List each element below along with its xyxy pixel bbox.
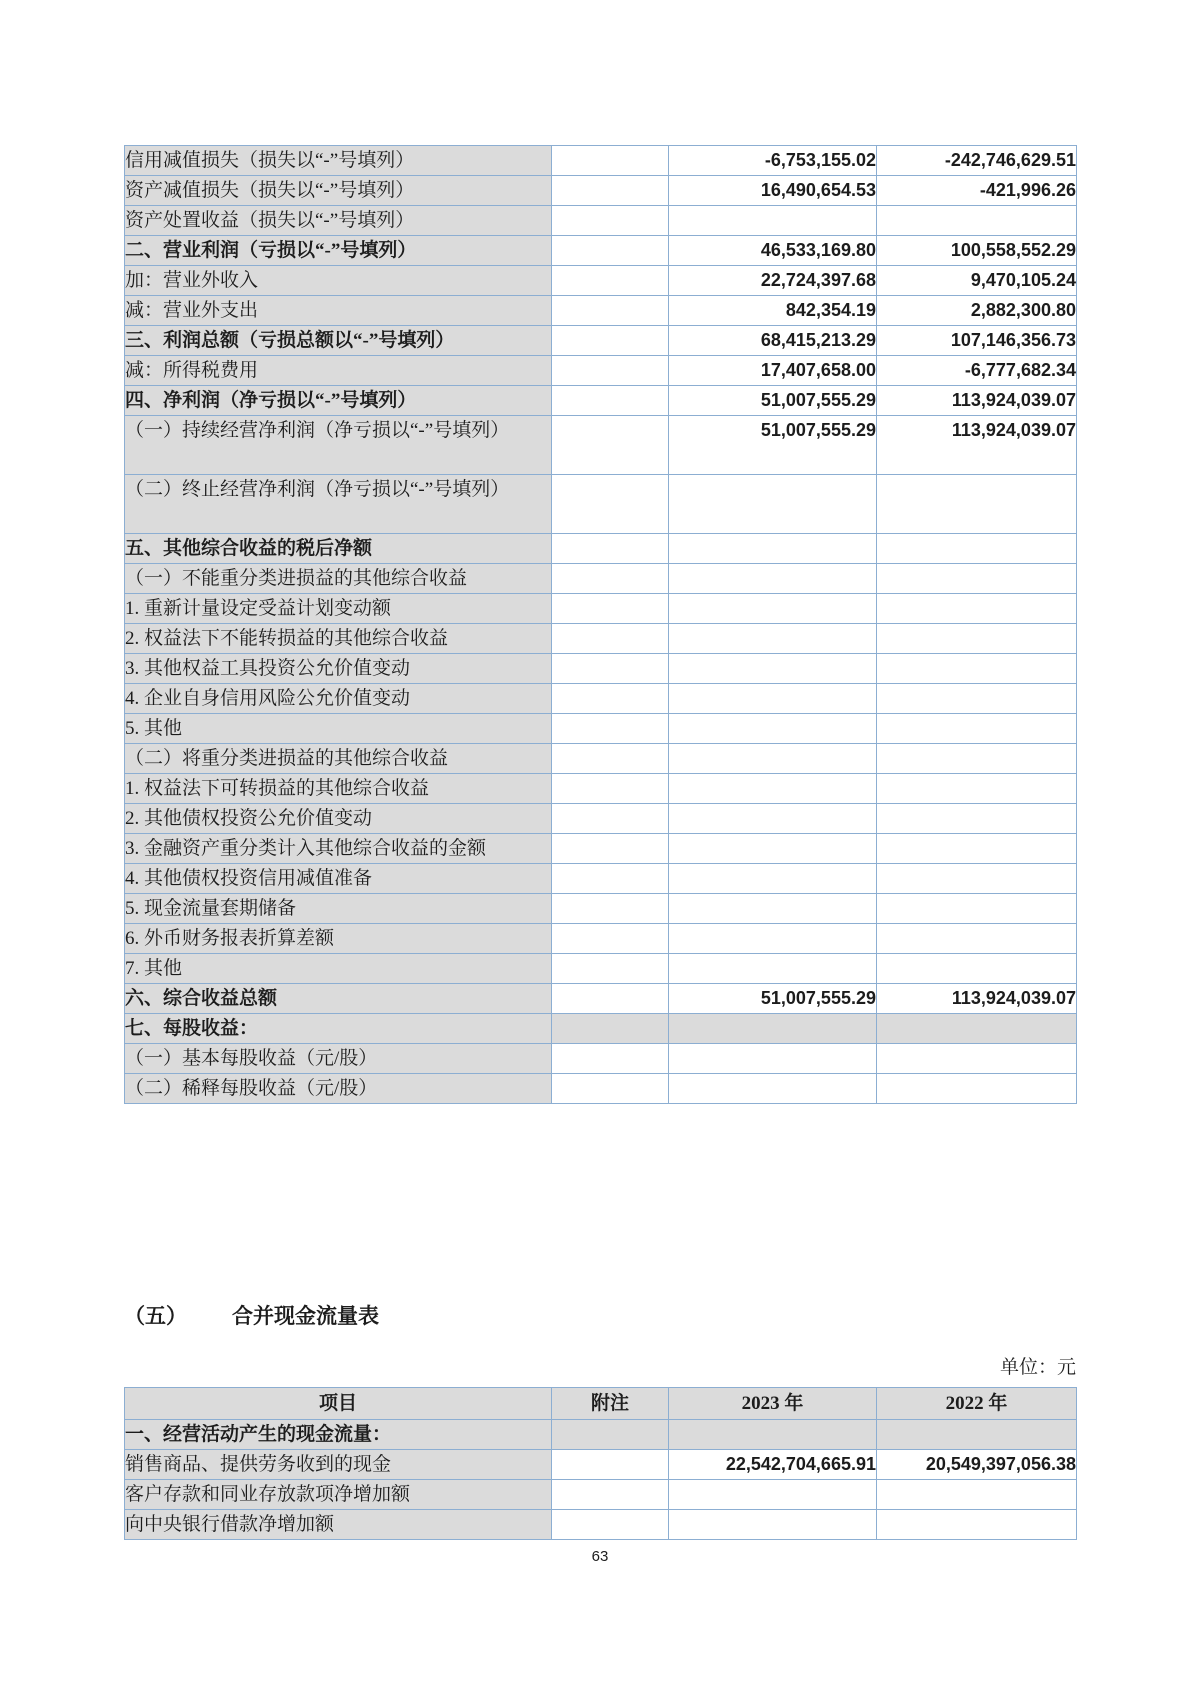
value-2023: 17,407,658.00 — [669, 356, 877, 386]
value-2023 — [669, 206, 877, 236]
value-2022 — [877, 834, 1077, 864]
note-cell — [552, 954, 669, 984]
row-label: 4. 其他债权投资信用减值准备 — [125, 864, 552, 894]
value-2023: 46,533,169.80 — [669, 236, 877, 266]
row-label: 5. 其他 — [125, 714, 552, 744]
value-2023 — [669, 714, 877, 744]
row-label: （一）不能重分类进损益的其他综合收益 — [125, 564, 552, 594]
row-label: 资产处置收益（损失以“-”号填列） — [125, 206, 552, 236]
note-cell — [552, 386, 669, 416]
value-2023 — [669, 1014, 877, 1044]
note-cell — [552, 1450, 669, 1480]
table-row — [125, 1044, 1077, 1074]
table-row — [125, 326, 1077, 356]
value-2023: -6,753,155.02 — [669, 146, 877, 176]
note-cell — [552, 654, 669, 684]
note-cell — [552, 1044, 669, 1074]
row-label: 3. 其他权益工具投资公允价值变动 — [125, 654, 552, 684]
note-cell — [552, 924, 669, 954]
note-cell — [552, 834, 669, 864]
note-cell — [552, 984, 669, 1014]
value-2022: 107,146,356.73 — [877, 326, 1077, 356]
value-2023: 51,007,555.29 — [669, 984, 877, 1014]
note-cell — [552, 146, 669, 176]
row-label: 五、其他综合收益的税后净额 — [125, 534, 552, 564]
row-label: 客户存款和同业存放款项净增加额 — [125, 1480, 552, 1510]
table-row — [125, 894, 1077, 924]
table-row — [125, 534, 1077, 564]
row-label: 销售商品、提供劳务收到的现金 — [125, 1450, 552, 1480]
value-2022: 113,924,039.07 — [877, 416, 1077, 475]
note-cell — [552, 296, 669, 326]
note-cell — [552, 624, 669, 654]
table-row — [125, 236, 1077, 266]
note-cell — [552, 475, 669, 534]
table-row — [125, 564, 1077, 594]
value-2023 — [669, 1044, 877, 1074]
value-2022 — [877, 206, 1077, 236]
row-label: 4. 企业自身信用风险公允价值变动 — [125, 684, 552, 714]
column-header-note: 附注 — [552, 1388, 669, 1420]
table-row — [125, 684, 1077, 714]
value-2023 — [669, 834, 877, 864]
note-cell — [552, 744, 669, 774]
table-row — [125, 266, 1077, 296]
value-2023 — [669, 894, 877, 924]
table-row — [125, 834, 1077, 864]
row-label: 3. 金融资产重分类计入其他综合收益的金额 — [125, 834, 552, 864]
table-row — [125, 744, 1077, 774]
row-label: 六、综合收益总额 — [125, 984, 552, 1014]
table-row — [125, 984, 1077, 1014]
value-2022 — [877, 654, 1077, 684]
row-label: 一、经营活动产生的现金流量： — [125, 1420, 552, 1450]
table-row — [125, 924, 1077, 954]
table-row — [125, 296, 1077, 326]
row-label: 1. 重新计量设定受益计划变动额 — [125, 594, 552, 624]
value-2022 — [877, 1510, 1077, 1540]
row-label: 1. 权益法下可转损益的其他综合收益 — [125, 774, 552, 804]
row-label: 2. 权益法下不能转损益的其他综合收益 — [125, 624, 552, 654]
value-2023 — [669, 804, 877, 834]
value-2023 — [669, 1074, 877, 1104]
value-2023 — [669, 1480, 877, 1510]
note-cell — [552, 804, 669, 834]
table-row — [125, 774, 1077, 804]
row-label: 5. 现金流量套期储备 — [125, 894, 552, 924]
table-row — [125, 146, 1077, 176]
row-label: 七、每股收益： — [125, 1014, 552, 1044]
table-row — [125, 386, 1077, 416]
value-2023: 51,007,555.29 — [669, 416, 877, 475]
note-cell — [552, 594, 669, 624]
row-label: 四、净利润（净亏损以“-”号填列） — [125, 386, 552, 416]
value-2022: 113,924,039.07 — [877, 386, 1077, 416]
note-cell — [552, 564, 669, 594]
row-label: （一）持续经营净利润（净亏损以“-”号填列） — [125, 416, 552, 475]
value-2023: 22,724,397.68 — [669, 266, 877, 296]
row-label: 7. 其他 — [125, 954, 552, 984]
value-2022 — [877, 594, 1077, 624]
note-cell — [552, 236, 669, 266]
value-2023 — [669, 744, 877, 774]
table-row — [125, 804, 1077, 834]
row-label: 资产减值损失（损失以“-”号填列） — [125, 176, 552, 206]
table-row — [125, 1480, 1077, 1510]
value-2022 — [877, 1480, 1077, 1510]
row-label: 三、利润总额（亏损总额以“-”号填列） — [125, 326, 552, 356]
value-2022 — [877, 714, 1077, 744]
row-label: （二）终止经营净利润（净亏损以“-”号填列） — [125, 475, 552, 534]
value-2022 — [877, 624, 1077, 654]
note-cell — [552, 176, 669, 206]
table-row — [125, 1450, 1077, 1480]
value-2022 — [877, 744, 1077, 774]
value-2023 — [669, 534, 877, 564]
value-2022: -421,996.26 — [877, 176, 1077, 206]
value-2023 — [669, 1510, 877, 1540]
table-row — [125, 1014, 1077, 1044]
column-header-2023: 2023 年 — [669, 1388, 877, 1420]
row-label: 信用减值损失（损失以“-”号填列） — [125, 146, 552, 176]
table-row — [125, 864, 1077, 894]
value-2023 — [669, 475, 877, 534]
row-label: 二、营业利润（亏损以“-”号填列） — [125, 236, 552, 266]
note-cell — [552, 416, 669, 475]
value-2022: 20,549,397,056.38 — [877, 1450, 1077, 1480]
value-2023 — [669, 864, 877, 894]
note-cell — [552, 1014, 669, 1044]
value-2022 — [877, 534, 1077, 564]
value-2023 — [669, 564, 877, 594]
value-2022 — [877, 954, 1077, 984]
note-cell — [552, 326, 669, 356]
row-label: 减：所得税费用 — [125, 356, 552, 386]
value-2023: 842,354.19 — [669, 296, 877, 326]
table-row — [125, 206, 1077, 236]
table-row — [125, 654, 1077, 684]
value-2022: 2,882,300.80 — [877, 296, 1077, 326]
note-cell — [552, 684, 669, 714]
income-statement-table — [124, 145, 1077, 1104]
value-2022 — [877, 1044, 1077, 1074]
table-header-row — [125, 1388, 1077, 1420]
value-2022 — [877, 1074, 1077, 1104]
value-2022: 9,470,105.24 — [877, 266, 1077, 296]
value-2023 — [669, 684, 877, 714]
value-2022 — [877, 475, 1077, 534]
value-2022 — [877, 1014, 1077, 1044]
unit-note: 单位：元 — [999, 1357, 1076, 1378]
table-row — [125, 954, 1077, 984]
value-2023: 68,415,213.29 — [669, 326, 877, 356]
value-2022: 113,924,039.07 — [877, 984, 1077, 1014]
column-header-2022: 2022 年 — [877, 1388, 1077, 1420]
value-2022 — [877, 804, 1077, 834]
note-cell — [552, 864, 669, 894]
table-row — [125, 1420, 1077, 1450]
value-2022: -242,746,629.51 — [877, 146, 1077, 176]
note-cell — [552, 266, 669, 296]
section-index: （五） — [124, 1304, 187, 1328]
value-2022 — [877, 564, 1077, 594]
note-cell — [552, 894, 669, 924]
value-2022 — [877, 894, 1077, 924]
row-label: 减：营业外支出 — [125, 296, 552, 326]
table-row — [125, 1510, 1077, 1540]
value-2023 — [669, 924, 877, 954]
section-heading — [124, 1300, 379, 1330]
note-cell — [552, 1480, 669, 1510]
value-2023 — [669, 594, 877, 624]
table-row — [125, 624, 1077, 654]
row-label: （二）将重分类进损益的其他综合收益 — [125, 744, 552, 774]
table-row — [125, 475, 1077, 534]
value-2022 — [877, 1420, 1077, 1450]
section-title: 合并现金流量表 — [232, 1304, 379, 1328]
value-2022 — [877, 924, 1077, 954]
value-2023 — [669, 954, 877, 984]
page-number: 63 — [591, 1548, 609, 1565]
value-2023 — [669, 654, 877, 684]
note-cell — [552, 206, 669, 236]
value-2023: 16,490,654.53 — [669, 176, 877, 206]
table-row — [125, 594, 1077, 624]
note-cell — [552, 1074, 669, 1104]
row-label: 加：营业外收入 — [125, 266, 552, 296]
row-label: 2. 其他债权投资公允价值变动 — [125, 804, 552, 834]
row-label: 向中央银行借款净增加额 — [125, 1510, 552, 1540]
row-label: 6. 外币财务报表折算差额 — [125, 924, 552, 954]
row-label: （二）稀释每股收益（元/股） — [125, 1074, 552, 1104]
column-header-item: 项目 — [125, 1388, 552, 1420]
table-row — [125, 356, 1077, 386]
value-2023: 22,542,704,665.91 — [669, 1450, 877, 1480]
table-row — [125, 1074, 1077, 1104]
note-cell — [552, 356, 669, 386]
value-2022 — [877, 774, 1077, 804]
value-2023 — [669, 624, 877, 654]
note-cell — [552, 534, 669, 564]
note-cell — [552, 714, 669, 744]
value-2022: 100,558,552.29 — [877, 236, 1077, 266]
table-row — [125, 176, 1077, 206]
value-2023: 51,007,555.29 — [669, 386, 877, 416]
row-label: （一）基本每股收益（元/股） — [125, 1044, 552, 1074]
note-cell — [552, 1510, 669, 1540]
note-cell — [552, 1420, 669, 1450]
value-2023 — [669, 1420, 877, 1450]
table-row — [125, 714, 1077, 744]
value-2023 — [669, 774, 877, 804]
note-cell — [552, 774, 669, 804]
value-2022 — [877, 864, 1077, 894]
value-2022 — [877, 684, 1077, 714]
value-2022: -6,777,682.34 — [877, 356, 1077, 386]
table-row — [125, 416, 1077, 475]
cashflow-statement-table — [124, 1387, 1077, 1540]
